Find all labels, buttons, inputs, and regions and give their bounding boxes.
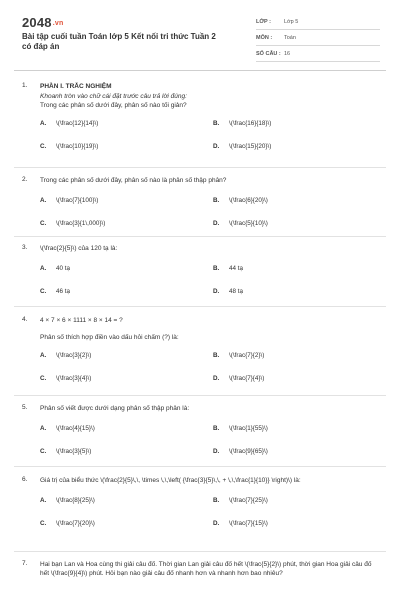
option-letter: B.: [213, 425, 220, 432]
option-letter: C.: [40, 288, 47, 295]
option-c[interactable]: [40, 448, 213, 455]
option-letter: A.: [40, 265, 47, 272]
option-a[interactable]: [40, 265, 213, 272]
header-divider: [14, 70, 386, 71]
meta-value: 16: [284, 50, 291, 57]
option-letter: A.: [40, 120, 47, 127]
option-letter: B.: [213, 265, 220, 272]
option-letter: C.: [40, 520, 47, 527]
option-c[interactable]: [40, 375, 213, 382]
option-a[interactable]: [40, 425, 213, 432]
option-text: \(\frac{7}{15}\): [229, 520, 268, 527]
option-c[interactable]: [40, 520, 213, 527]
option-letter: D.: [213, 220, 220, 227]
option-d[interactable]: [213, 220, 383, 227]
page-header: [0, 0, 400, 62]
option-text: \(\frac{4}{15}\): [56, 425, 95, 432]
question-6: [22, 476, 382, 527]
question-3: [22, 244, 382, 295]
option-b[interactable]: [213, 425, 383, 432]
logo-main: 2048: [22, 15, 52, 30]
question-4: [22, 316, 382, 382]
option-text: \(\frac{3}{1\,000}\): [56, 220, 106, 227]
question-text: \(\frac{2}{5}\) của 120 tạ là:: [40, 245, 118, 252]
option-b[interactable]: [213, 352, 383, 359]
option-letter: B.: [213, 497, 220, 504]
option-letter: D.: [213, 448, 220, 455]
options-group: [40, 425, 382, 455]
option-letter: A.: [40, 497, 47, 504]
question-2: [22, 176, 382, 227]
question-divider: [14, 236, 386, 237]
logo-suffix: .vn: [52, 20, 64, 27]
document-title: Bài tập cuối tuần Toán lớp 5 Kết nối tri thức Tuần 2 có đáp án: [22, 32, 216, 51]
option-a[interactable]: [40, 197, 213, 204]
option-letter: C.: [40, 220, 47, 227]
option-d[interactable]: [213, 288, 383, 295]
question-7: [22, 560, 382, 578]
option-letter: C.: [40, 143, 47, 150]
question-divider: [14, 395, 386, 396]
option-text: \(\frac{7}{20}\): [56, 520, 95, 527]
option-text: \(\frac{8}{25}\): [56, 497, 95, 504]
options-group: [40, 265, 382, 295]
option-d[interactable]: [213, 520, 383, 527]
question-number: 2.: [22, 176, 28, 183]
option-text: \(\frac{16}{18}\): [229, 120, 272, 127]
option-text: \(\frac{12}{14}\): [56, 120, 99, 127]
option-text: \(\frac{3}{5}\): [56, 448, 92, 455]
option-letter: D.: [213, 288, 220, 295]
option-d[interactable]: [213, 143, 383, 150]
option-b[interactable]: [213, 497, 383, 504]
question-text: Trong các phân số dưới đây, phân số nào là phân số thập phân?: [40, 177, 227, 184]
options-group: [40, 120, 382, 150]
options-group: [40, 352, 382, 382]
option-c[interactable]: [40, 288, 213, 295]
meta-row-count: [256, 46, 380, 62]
question-number: 6.: [22, 476, 28, 483]
option-text: \(\frac{7}{4}\): [229, 375, 265, 382]
option-letter: A.: [40, 425, 47, 432]
option-text: 46 tạ: [56, 288, 71, 295]
option-b[interactable]: [213, 197, 383, 204]
options-group: [40, 497, 382, 527]
option-letter: A.: [40, 197, 47, 204]
question-text: Trong các phân số dưới đây, phân số nào tối giản?: [40, 102, 187, 109]
option-a[interactable]: [40, 120, 213, 127]
option-a[interactable]: [40, 497, 213, 504]
question-number: 7.: [22, 560, 28, 567]
option-letter: C.: [40, 375, 47, 382]
question-number: 1.: [22, 82, 28, 89]
meta-key: MÔN :: [256, 34, 273, 41]
question-divider: [14, 466, 386, 467]
question-number: 4.: [22, 316, 28, 323]
option-text: \(\frac{15}{20}\): [229, 143, 272, 150]
option-letter: D.: [213, 520, 220, 527]
question-divider: [14, 551, 386, 552]
option-text: \(\frac{3}{4}\): [56, 375, 92, 382]
options-group: [40, 197, 382, 227]
option-text: 48 tạ: [229, 288, 244, 295]
meta-table: [256, 14, 380, 62]
option-b[interactable]: [213, 265, 383, 272]
option-letter: D.: [213, 143, 220, 150]
option-d[interactable]: [213, 375, 383, 382]
question-text: Phân số viết được dưới dạng phân số thập phân là:: [40, 405, 190, 412]
question-divider: [14, 306, 386, 307]
site-logo[interactable]: [22, 15, 63, 30]
question-text: Giá trị của biểu thức \(\frac{2}{5}\,\, \times \,\,\left( {\frac{3}{5}\,\, + \,\,\frac{1}{10}} \right)\) là:: [40, 477, 301, 484]
option-letter: B.: [213, 120, 220, 127]
option-letter: B.: [213, 352, 220, 359]
question-number: 5.: [22, 404, 28, 411]
question-divider: [14, 167, 386, 168]
option-c[interactable]: [40, 143, 213, 150]
option-b[interactable]: [213, 120, 383, 127]
meta-key: SỐ CÂU :: [256, 50, 281, 57]
option-text: \(\frac{6}{20}\): [229, 197, 268, 204]
question-number: 3.: [22, 244, 28, 251]
option-letter: C.: [40, 448, 47, 455]
option-letter: D.: [213, 375, 220, 382]
option-a[interactable]: [40, 352, 213, 359]
question-instruction: Khoanh tròn vào chữ cái đặt trước câu trả lời đúng:: [40, 93, 187, 100]
option-text: \(\frac{10}{19}\): [56, 143, 99, 150]
question-5: [22, 404, 382, 455]
option-text: \(\frac{3}{2}\): [56, 352, 92, 359]
meta-row-subject: [256, 30, 380, 46]
option-text: \(\frac{9}{65}\): [229, 448, 268, 455]
option-text: \(\frac{7}{2}\): [229, 352, 265, 359]
meta-row-class: [256, 14, 380, 30]
option-text: \(\frac{7}{100}\): [56, 197, 99, 204]
option-letter: B.: [213, 197, 220, 204]
section-title: PHẦN I. TRẮC NGHIỆM: [40, 83, 112, 90]
question-subtext: Phân số thích hợp điền vào dấu hỏi chấm (?) là:: [40, 334, 179, 341]
option-c[interactable]: [40, 220, 213, 227]
option-letter: A.: [40, 352, 47, 359]
question-text: 4 × 7 × 6 × 1111 × 8 × 14 = ?: [40, 317, 123, 324]
option-text: 44 tạ: [229, 265, 244, 272]
option-text: \(\frac{5}{10}\): [229, 220, 268, 227]
option-text: \(\frac{7}{25}\): [229, 497, 268, 504]
meta-value: Toán: [284, 34, 296, 41]
question-1: [22, 82, 382, 150]
option-d[interactable]: [213, 448, 383, 455]
option-text: 40 tạ: [56, 265, 71, 272]
option-text: \(\frac{1}{55}\): [229, 425, 268, 432]
question-text: Hai bạn Lan và Hoa cùng thi giải câu đố. Thời gian Lan giải câu đố hết \(\frac{5}{2}\) phút, thời gian Hoa giải câu đố hết \(\frac{9}{4}\) phút. Hỏi bạn nào giải câu đố nhanh hơn và nhanh hơn bao nhiêu?: [40, 561, 372, 577]
meta-key: LỚP :: [256, 18, 271, 25]
meta-value: Lớp 5: [284, 18, 299, 25]
